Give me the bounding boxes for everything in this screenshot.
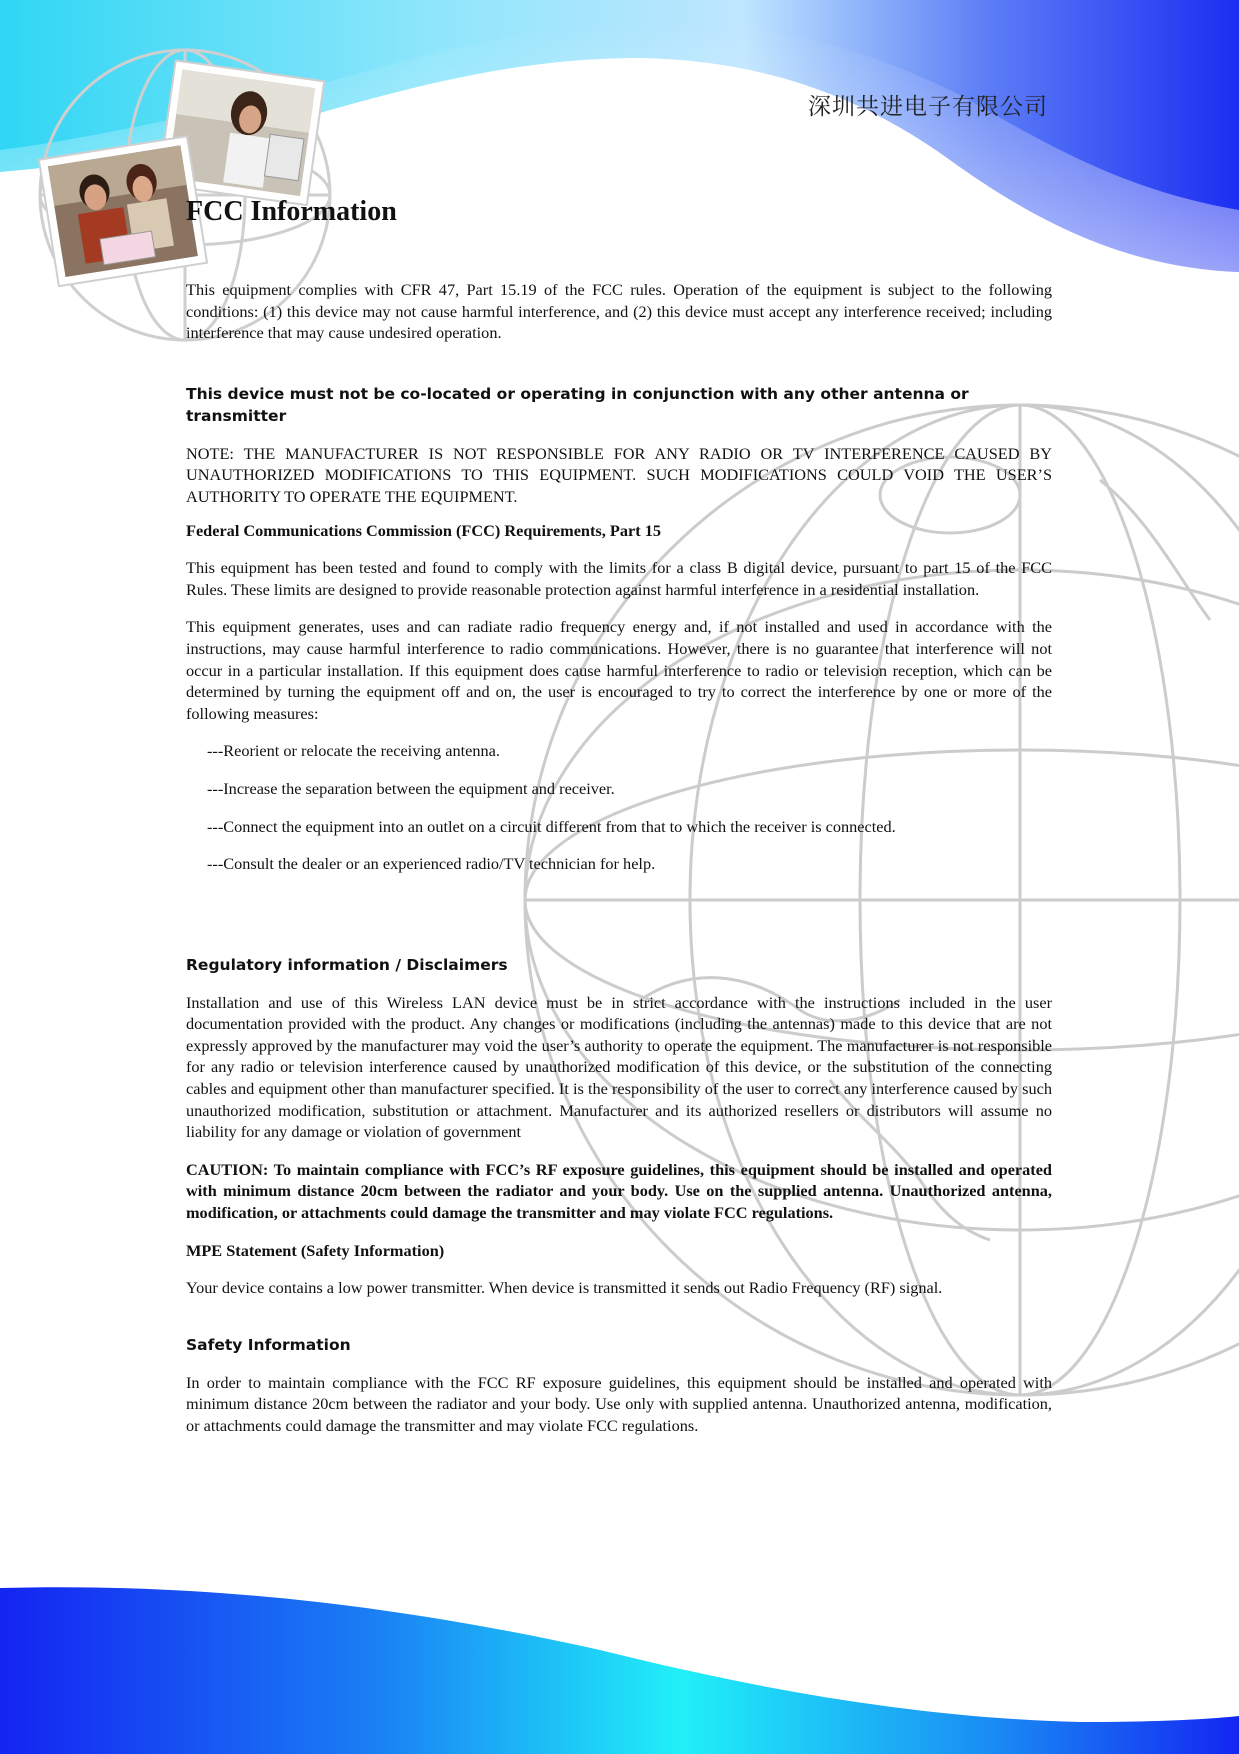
safety-paragraph: In order to maintain compliance with the FCC RF exposure guidelines, this equipment should be installed and operated with minimum distance 20cm between the radiator and your body. Use only with supplied antenna. Unauthorized antenna, modification, or attachments could damage the transmitter and may violate FCC regulations. (186, 1372, 1052, 1435)
safety-heading: Safety Information (186, 1335, 351, 1354)
mpe-paragraph: Your device contains a low power transmitter. When device is transmitted it sends out Radio Frequency (RF) signal. (186, 1278, 943, 1298)
mpe-heading: MPE Statement (Safety Information) (186, 1240, 445, 1260)
photo-couple-laptop (39, 136, 207, 286)
bottom-wave (0, 1587, 1239, 1754)
measure-item: ---Increase the separation between the equipment and receiver. (207, 778, 615, 798)
fcc-paragraph-2: This equipment generates, uses and can radiate radio frequency energy and, if not installed and used in accordance with the instructions, may cause harmful interference to radio communications. However, there is no guarantee that interference will not occur in a particular installation. If this equipment does cause harmful interference to radio or television reception, which can be determined by turning the equipment off and on, the user is encouraged to try to correct the interference by one or more of the following measures: (186, 617, 1052, 723)
measure-item: ---Connect the equipment into an outlet on a circuit different from that to which the receiver is connected. (207, 816, 896, 836)
measure-item: ---Reorient or relocate the receiving antenna. (207, 741, 500, 761)
document-body (186, 192, 1052, 1453)
page-title: FCC Information (186, 196, 397, 227)
fcc-heading: Federal Communications Commission (FCC) Requirements, Part 15 (186, 520, 661, 540)
caution-paragraph: CAUTION: To maintain compliance with FCC’s RF exposure guidelines, this equipment should be installed and operated with minimum distance 20cm between the radiator and your body. Use on the supplied antenna. Unauthorized antenna, modification, or attachments could damage the transmitter and may violate FCC regulations. (186, 1159, 1052, 1223)
measure-item: ---Consult the dealer or an experienced radio/TV technician for help. (207, 854, 656, 874)
colocation-heading: This device must not be co-located or operating in conjunction with any other antenna or transmitter (186, 384, 969, 425)
note-paragraph: NOTE: THE MANUFACTURER IS NOT RESPONSIBLE FOR ANY RADIO OR TV INTERFERENCE CAUSED BY UNAUTHORIZED MODIFICATIONS TO THIS EQUIPMENT. SUCH MODIFICATIONS COULD VOID THE USER’S AUTHORITY TO OPERATE THE EQUIPMENT. (186, 443, 1052, 506)
intro-paragraph: This equipment complies with CFR 47, Part 15.19 of the FCC rules. Operation of the equipment is subject to the following conditions: (1) this device may not cause harmful interference, and (2) this device must accept any interference received; including interference that may cause undesired operation. (186, 280, 1052, 343)
fcc-paragraph-1: This equipment has been tested and found to comply with the limits for a class B digital device, pursuant to part 15 of the FCC Rules. These limits are designed to provide reasonable protection against harmful interference in a residential installation. (186, 558, 1052, 599)
regulatory-heading: Regulatory information / Disclaimers (186, 955, 508, 974)
company-name: 深圳共进电子有限公司 (808, 94, 1048, 120)
regulatory-paragraph: Installation and use of this Wireless LAN device must be in strict accordance with the instructions included in the user documentation provided with the product. Any changes or modifications (including the antennas) made to this device that are not expressly approved by the manufacturer may void the user’s authority to operate the equipment. The manufacturer is not responsible for any radio or television interference caused by unauthorized modification of this device, or the substitution of the connecting cables and equipment other than manufacturer specified. It is the responsibility of the user to correct any interference caused by such unauthorized modification, substitution or attachment. Manufacturer and its authorized resellers or distributors will assume no liability for any damage or violation of government (186, 992, 1052, 1142)
